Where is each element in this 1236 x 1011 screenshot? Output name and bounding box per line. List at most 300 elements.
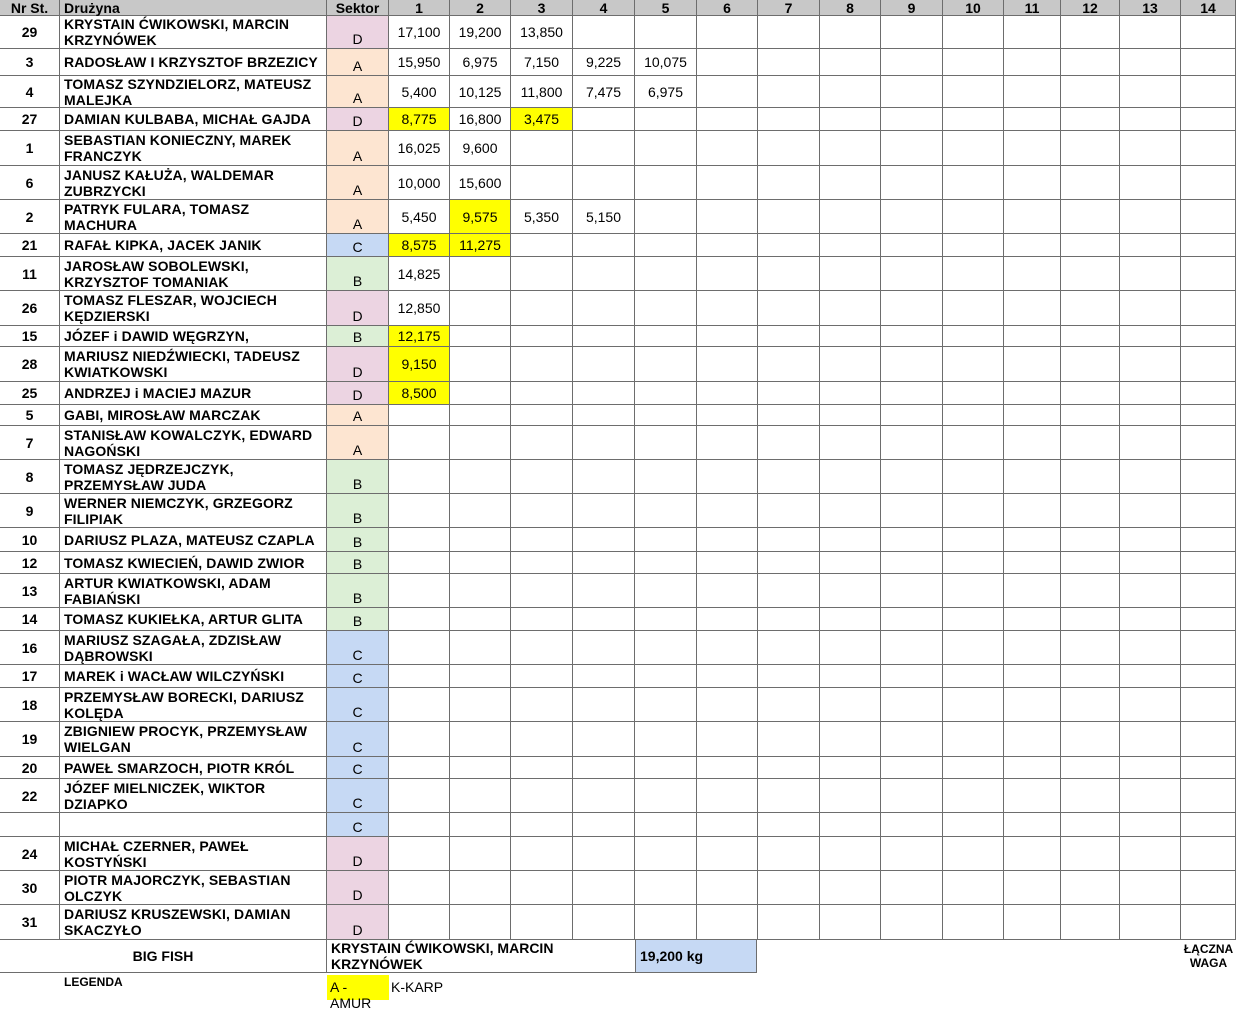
weight-cell[interactable] — [450, 779, 511, 813]
weight-cell[interactable] — [1120, 722, 1181, 757]
weight-cell[interactable] — [635, 108, 697, 131]
weight-cell[interactable] — [1181, 871, 1236, 905]
weight-cell[interactable] — [450, 813, 511, 837]
weight-cell[interactable] — [1120, 291, 1181, 326]
weight-cell[interactable] — [881, 905, 943, 940]
weight-cell[interactable]: 8,500 — [389, 382, 450, 405]
weight-cell[interactable] — [758, 16, 820, 49]
weight-cell[interactable] — [697, 166, 758, 200]
weight-cell[interactable]: 13,850 — [511, 16, 573, 49]
weight-cell[interactable] — [1120, 382, 1181, 405]
weight-cell[interactable] — [1061, 131, 1120, 166]
weight-cell[interactable]: 10,000 — [389, 166, 450, 200]
weight-cell[interactable] — [450, 665, 511, 688]
weight-cell[interactable] — [511, 257, 573, 291]
weight-cell[interactable] — [511, 608, 573, 631]
weight-cell[interactable] — [389, 871, 450, 905]
weight-cell[interactable] — [881, 574, 943, 608]
weight-cell[interactable] — [943, 608, 1004, 631]
weight-cell[interactable] — [697, 722, 758, 757]
weight-cell[interactable] — [450, 528, 511, 552]
weight-cell[interactable] — [635, 382, 697, 405]
weight-cell[interactable] — [573, 347, 635, 382]
weight-cell[interactable] — [758, 200, 820, 234]
weight-cell[interactable] — [881, 757, 943, 779]
weight-cell[interactable] — [820, 234, 881, 257]
weight-cell[interactable]: 16,025 — [389, 131, 450, 166]
weight-cell[interactable] — [511, 528, 573, 552]
weight-cell[interactable] — [1181, 76, 1236, 108]
weight-cell[interactable] — [1120, 166, 1181, 200]
weight-cell[interactable]: 10,125 — [450, 76, 511, 108]
weight-cell[interactable] — [881, 528, 943, 552]
weight-cell[interactable] — [697, 688, 758, 722]
weight-cell[interactable] — [511, 166, 573, 200]
weight-cell[interactable] — [1004, 131, 1061, 166]
weight-cell[interactable] — [1181, 608, 1236, 631]
weight-cell[interactable] — [943, 200, 1004, 234]
weight-cell[interactable] — [820, 16, 881, 49]
weight-cell[interactable] — [389, 722, 450, 757]
weight-cell[interactable] — [943, 234, 1004, 257]
weight-cell[interactable]: 14,825 — [389, 257, 450, 291]
weight-cell[interactable] — [573, 813, 635, 837]
weight-cell[interactable] — [635, 665, 697, 688]
weight-cell[interactable] — [450, 291, 511, 326]
weight-cell[interactable] — [1061, 76, 1120, 108]
weight-cell[interactable] — [1181, 722, 1236, 757]
weight-cell[interactable] — [635, 494, 697, 528]
weight-cell[interactable] — [635, 405, 697, 426]
weight-cell[interactable] — [1004, 905, 1061, 940]
weight-cell[interactable] — [1181, 574, 1236, 608]
weight-cell[interactable] — [573, 722, 635, 757]
weight-cell[interactable] — [635, 291, 697, 326]
weight-cell[interactable]: 19,200 — [450, 16, 511, 49]
weight-cell[interactable] — [820, 347, 881, 382]
weight-cell[interactable] — [881, 494, 943, 528]
weight-cell[interactable]: 6,975 — [635, 76, 697, 108]
weight-cell[interactable] — [1061, 871, 1120, 905]
weight-cell[interactable] — [573, 757, 635, 779]
weight-cell[interactable] — [635, 460, 697, 494]
weight-cell[interactable]: 6,975 — [450, 49, 511, 76]
weight-cell[interactable] — [635, 608, 697, 631]
weight-cell[interactable] — [511, 552, 573, 574]
weight-cell[interactable] — [943, 722, 1004, 757]
weight-cell[interactable] — [573, 382, 635, 405]
weight-cell[interactable] — [820, 528, 881, 552]
weight-cell[interactable] — [1120, 552, 1181, 574]
weight-cell[interactable] — [511, 460, 573, 494]
weight-cell[interactable] — [635, 326, 697, 347]
weight-cell[interactable] — [635, 166, 697, 200]
weight-cell[interactable] — [389, 528, 450, 552]
weight-cell[interactable] — [697, 49, 758, 76]
weight-cell[interactable] — [450, 460, 511, 494]
weight-cell[interactable] — [943, 688, 1004, 722]
weight-cell[interactable] — [881, 813, 943, 837]
weight-cell[interactable] — [943, 326, 1004, 347]
weight-cell[interactable] — [758, 528, 820, 552]
weight-cell[interactable]: 5,150 — [573, 200, 635, 234]
weight-cell[interactable] — [697, 837, 758, 871]
weight-cell[interactable] — [511, 905, 573, 940]
weight-cell[interactable] — [1120, 688, 1181, 722]
weight-cell[interactable] — [820, 608, 881, 631]
weight-cell[interactable] — [573, 131, 635, 166]
weight-cell[interactable] — [697, 608, 758, 631]
weight-cell[interactable] — [450, 688, 511, 722]
weight-cell[interactable] — [1004, 326, 1061, 347]
weight-cell[interactable] — [820, 460, 881, 494]
weight-cell[interactable] — [450, 405, 511, 426]
weight-cell[interactable] — [697, 574, 758, 608]
weight-cell[interactable] — [881, 552, 943, 574]
weight-cell[interactable] — [1061, 813, 1120, 837]
weight-cell[interactable] — [635, 426, 697, 460]
weight-cell[interactable] — [758, 405, 820, 426]
weight-cell[interactable] — [943, 426, 1004, 460]
weight-cell[interactable] — [511, 291, 573, 326]
weight-cell[interactable] — [1004, 108, 1061, 131]
weight-cell[interactable] — [573, 631, 635, 665]
weight-cell[interactable] — [1120, 131, 1181, 166]
weight-cell[interactable] — [1181, 631, 1236, 665]
weight-cell[interactable] — [697, 631, 758, 665]
weight-cell[interactable] — [1120, 347, 1181, 382]
weight-cell[interactable] — [1181, 347, 1236, 382]
weight-cell[interactable]: 9,225 — [573, 49, 635, 76]
weight-cell[interactable] — [881, 460, 943, 494]
weight-cell[interactable] — [820, 382, 881, 405]
weight-cell[interactable] — [881, 631, 943, 665]
weight-cell[interactable] — [1181, 257, 1236, 291]
weight-cell[interactable] — [1061, 108, 1120, 131]
weight-cell[interactable] — [511, 574, 573, 608]
weight-cell[interactable] — [943, 665, 1004, 688]
weight-cell[interactable] — [1004, 382, 1061, 405]
weight-cell[interactable] — [820, 108, 881, 131]
weight-cell[interactable] — [758, 76, 820, 108]
weight-cell[interactable] — [881, 688, 943, 722]
weight-cell[interactable] — [1181, 494, 1236, 528]
weight-cell[interactable] — [820, 574, 881, 608]
weight-cell[interactable] — [635, 257, 697, 291]
weight-cell[interactable] — [573, 779, 635, 813]
weight-cell[interactable] — [389, 837, 450, 871]
weight-cell[interactable] — [1004, 552, 1061, 574]
weight-cell[interactable] — [881, 347, 943, 382]
weight-cell[interactable] — [697, 291, 758, 326]
weight-cell[interactable]: 11,800 — [511, 76, 573, 108]
weight-cell[interactable] — [1061, 574, 1120, 608]
weight-cell[interactable] — [635, 837, 697, 871]
weight-cell[interactable] — [1181, 779, 1236, 813]
weight-cell[interactable] — [697, 665, 758, 688]
weight-cell[interactable] — [1120, 49, 1181, 76]
weight-cell[interactable] — [1181, 405, 1236, 426]
weight-cell[interactable] — [820, 779, 881, 813]
weight-cell[interactable] — [573, 16, 635, 49]
weight-cell[interactable] — [943, 460, 1004, 494]
weight-cell[interactable] — [697, 905, 758, 940]
weight-cell[interactable] — [1004, 494, 1061, 528]
weight-cell[interactable] — [511, 665, 573, 688]
weight-cell[interactable] — [511, 494, 573, 528]
weight-cell[interactable]: 15,600 — [450, 166, 511, 200]
weight-cell[interactable] — [1120, 574, 1181, 608]
weight-cell[interactable] — [1004, 234, 1061, 257]
weight-cell[interactable] — [1061, 326, 1120, 347]
weight-cell[interactable] — [1120, 200, 1181, 234]
weight-cell[interactable] — [1004, 49, 1061, 76]
weight-cell[interactable] — [697, 234, 758, 257]
weight-cell[interactable] — [635, 631, 697, 665]
weight-cell[interactable] — [450, 757, 511, 779]
weight-cell[interactable] — [511, 688, 573, 722]
weight-cell[interactable] — [697, 460, 758, 494]
weight-cell[interactable] — [1181, 326, 1236, 347]
weight-cell[interactable]: 5,450 — [389, 200, 450, 234]
weight-cell[interactable] — [511, 757, 573, 779]
weight-cell[interactable] — [943, 382, 1004, 405]
weight-cell[interactable] — [881, 326, 943, 347]
weight-cell[interactable] — [758, 460, 820, 494]
weight-cell[interactable] — [511, 813, 573, 837]
weight-cell[interactable] — [697, 347, 758, 382]
weight-cell[interactable] — [1120, 16, 1181, 49]
weight-cell[interactable] — [943, 574, 1004, 608]
weight-cell[interactable] — [820, 166, 881, 200]
weight-cell[interactable] — [820, 813, 881, 837]
weight-cell[interactable] — [573, 837, 635, 871]
weight-cell[interactable] — [758, 257, 820, 291]
weight-cell[interactable] — [758, 871, 820, 905]
weight-cell[interactable] — [758, 813, 820, 837]
weight-cell[interactable] — [1004, 837, 1061, 871]
weight-cell[interactable] — [389, 905, 450, 940]
weight-cell[interactable] — [511, 871, 573, 905]
weight-cell[interactable] — [573, 291, 635, 326]
weight-cell[interactable] — [943, 76, 1004, 108]
weight-cell[interactable] — [820, 426, 881, 460]
weight-cell[interactable] — [573, 108, 635, 131]
weight-cell[interactable] — [943, 757, 1004, 779]
weight-cell[interactable] — [1181, 552, 1236, 574]
weight-cell[interactable]: 5,400 — [389, 76, 450, 108]
weight-cell[interactable] — [635, 813, 697, 837]
weight-cell[interactable] — [943, 108, 1004, 131]
weight-cell[interactable] — [1061, 528, 1120, 552]
weight-cell[interactable] — [1120, 76, 1181, 108]
weight-cell[interactable] — [573, 665, 635, 688]
weight-cell[interactable] — [697, 16, 758, 49]
weight-cell[interactable] — [1004, 460, 1061, 494]
weight-cell[interactable] — [450, 347, 511, 382]
weight-cell[interactable] — [1004, 257, 1061, 291]
weight-cell[interactable] — [1061, 837, 1120, 871]
weight-cell[interactable] — [635, 779, 697, 813]
weight-cell[interactable]: 7,150 — [511, 49, 573, 76]
weight-cell[interactable] — [1004, 779, 1061, 813]
weight-cell[interactable] — [758, 347, 820, 382]
weight-cell[interactable] — [1181, 234, 1236, 257]
weight-cell[interactable] — [1181, 200, 1236, 234]
weight-cell[interactable] — [1120, 494, 1181, 528]
weight-cell[interactable] — [635, 905, 697, 940]
weight-cell[interactable] — [1120, 779, 1181, 813]
weight-cell[interactable] — [820, 871, 881, 905]
weight-cell[interactable] — [758, 426, 820, 460]
weight-cell[interactable] — [943, 494, 1004, 528]
weight-cell[interactable] — [1181, 16, 1236, 49]
weight-cell[interactable] — [820, 131, 881, 166]
weight-cell[interactable] — [1061, 347, 1120, 382]
weight-cell[interactable] — [573, 905, 635, 940]
weight-cell[interactable] — [697, 382, 758, 405]
weight-cell[interactable]: 12,175 — [389, 326, 450, 347]
weight-cell[interactable] — [758, 166, 820, 200]
weight-cell[interactable] — [1181, 166, 1236, 200]
weight-cell[interactable] — [881, 131, 943, 166]
weight-cell[interactable] — [697, 871, 758, 905]
weight-cell[interactable] — [635, 16, 697, 49]
weight-cell[interactable] — [943, 405, 1004, 426]
weight-cell[interactable] — [389, 405, 450, 426]
weight-cell[interactable] — [1004, 347, 1061, 382]
weight-cell[interactable] — [1004, 665, 1061, 688]
weight-cell[interactable] — [1181, 837, 1236, 871]
weight-cell[interactable] — [1181, 528, 1236, 552]
weight-cell[interactable] — [635, 528, 697, 552]
weight-cell[interactable] — [881, 779, 943, 813]
weight-cell[interactable] — [758, 631, 820, 665]
weight-cell[interactable] — [1061, 494, 1120, 528]
weight-cell[interactable] — [758, 905, 820, 940]
weight-cell[interactable] — [697, 757, 758, 779]
weight-cell[interactable] — [758, 291, 820, 326]
weight-cell[interactable] — [1004, 76, 1061, 108]
weight-cell[interactable] — [881, 16, 943, 49]
weight-cell[interactable] — [389, 813, 450, 837]
weight-cell[interactable] — [1120, 426, 1181, 460]
weight-cell[interactable] — [1061, 460, 1120, 494]
weight-cell[interactable] — [1061, 665, 1120, 688]
weight-cell[interactable] — [511, 382, 573, 405]
weight-cell[interactable]: 3,475 — [511, 108, 573, 131]
weight-cell[interactable] — [573, 166, 635, 200]
weight-cell[interactable] — [820, 665, 881, 688]
weight-cell[interactable] — [1120, 405, 1181, 426]
weight-cell[interactable] — [389, 688, 450, 722]
weight-cell[interactable] — [1061, 779, 1120, 813]
weight-cell[interactable] — [635, 871, 697, 905]
weight-cell[interactable] — [450, 426, 511, 460]
weight-cell[interactable]: 12,850 — [389, 291, 450, 326]
weight-cell[interactable] — [1004, 631, 1061, 665]
weight-cell[interactable] — [881, 200, 943, 234]
weight-cell[interactable] — [697, 779, 758, 813]
weight-cell[interactable] — [1061, 16, 1120, 49]
weight-cell[interactable] — [820, 257, 881, 291]
weight-cell[interactable]: 17,100 — [389, 16, 450, 49]
weight-cell[interactable] — [635, 757, 697, 779]
weight-cell[interactable] — [1061, 382, 1120, 405]
weight-cell[interactable] — [820, 688, 881, 722]
weight-cell[interactable] — [511, 426, 573, 460]
weight-cell[interactable] — [820, 757, 881, 779]
weight-cell[interactable] — [820, 200, 881, 234]
weight-cell[interactable] — [1181, 291, 1236, 326]
weight-cell[interactable] — [881, 608, 943, 631]
weight-cell[interactable] — [881, 722, 943, 757]
weight-cell[interactable] — [573, 608, 635, 631]
weight-cell[interactable] — [1061, 291, 1120, 326]
weight-cell[interactable] — [450, 574, 511, 608]
weight-cell[interactable] — [758, 757, 820, 779]
weight-cell[interactable] — [820, 631, 881, 665]
weight-cell[interactable] — [697, 108, 758, 131]
weight-cell[interactable] — [635, 347, 697, 382]
weight-cell[interactable] — [1120, 665, 1181, 688]
weight-cell[interactable] — [943, 871, 1004, 905]
weight-cell[interactable] — [943, 813, 1004, 837]
weight-cell[interactable] — [1120, 871, 1181, 905]
weight-cell[interactable] — [1120, 326, 1181, 347]
weight-cell[interactable] — [820, 552, 881, 574]
weight-cell[interactable] — [635, 688, 697, 722]
weight-cell[interactable] — [943, 631, 1004, 665]
weight-cell[interactable] — [511, 631, 573, 665]
weight-cell[interactable] — [820, 291, 881, 326]
weight-cell[interactable] — [389, 552, 450, 574]
weight-cell[interactable] — [573, 326, 635, 347]
weight-cell[interactable] — [697, 528, 758, 552]
weight-cell[interactable] — [758, 49, 820, 76]
weight-cell[interactable] — [881, 108, 943, 131]
weight-cell[interactable] — [1004, 291, 1061, 326]
weight-cell[interactable] — [697, 326, 758, 347]
weight-cell[interactable] — [1120, 108, 1181, 131]
weight-cell[interactable] — [758, 574, 820, 608]
weight-cell[interactable] — [635, 131, 697, 166]
weight-cell[interactable] — [1061, 631, 1120, 665]
weight-cell[interactable]: 11,275 — [450, 234, 511, 257]
weight-cell[interactable] — [758, 837, 820, 871]
weight-cell[interactable] — [1061, 722, 1120, 757]
weight-cell[interactable]: 9,575 — [450, 200, 511, 234]
weight-cell[interactable] — [635, 552, 697, 574]
weight-cell[interactable] — [573, 426, 635, 460]
weight-cell[interactable] — [450, 326, 511, 347]
weight-cell[interactable] — [881, 405, 943, 426]
weight-cell[interactable] — [820, 905, 881, 940]
weight-cell[interactable] — [1181, 665, 1236, 688]
weight-cell[interactable] — [1004, 757, 1061, 779]
weight-cell[interactable] — [1061, 234, 1120, 257]
weight-cell[interactable] — [1004, 166, 1061, 200]
weight-cell[interactable]: 8,775 — [389, 108, 450, 131]
weight-cell[interactable] — [389, 665, 450, 688]
weight-cell[interactable] — [1120, 837, 1181, 871]
weight-cell[interactable] — [697, 131, 758, 166]
weight-cell[interactable] — [450, 905, 511, 940]
weight-cell[interactable]: 5,350 — [511, 200, 573, 234]
weight-cell[interactable] — [1061, 200, 1120, 234]
weight-cell[interactable] — [881, 291, 943, 326]
weight-cell[interactable] — [820, 326, 881, 347]
